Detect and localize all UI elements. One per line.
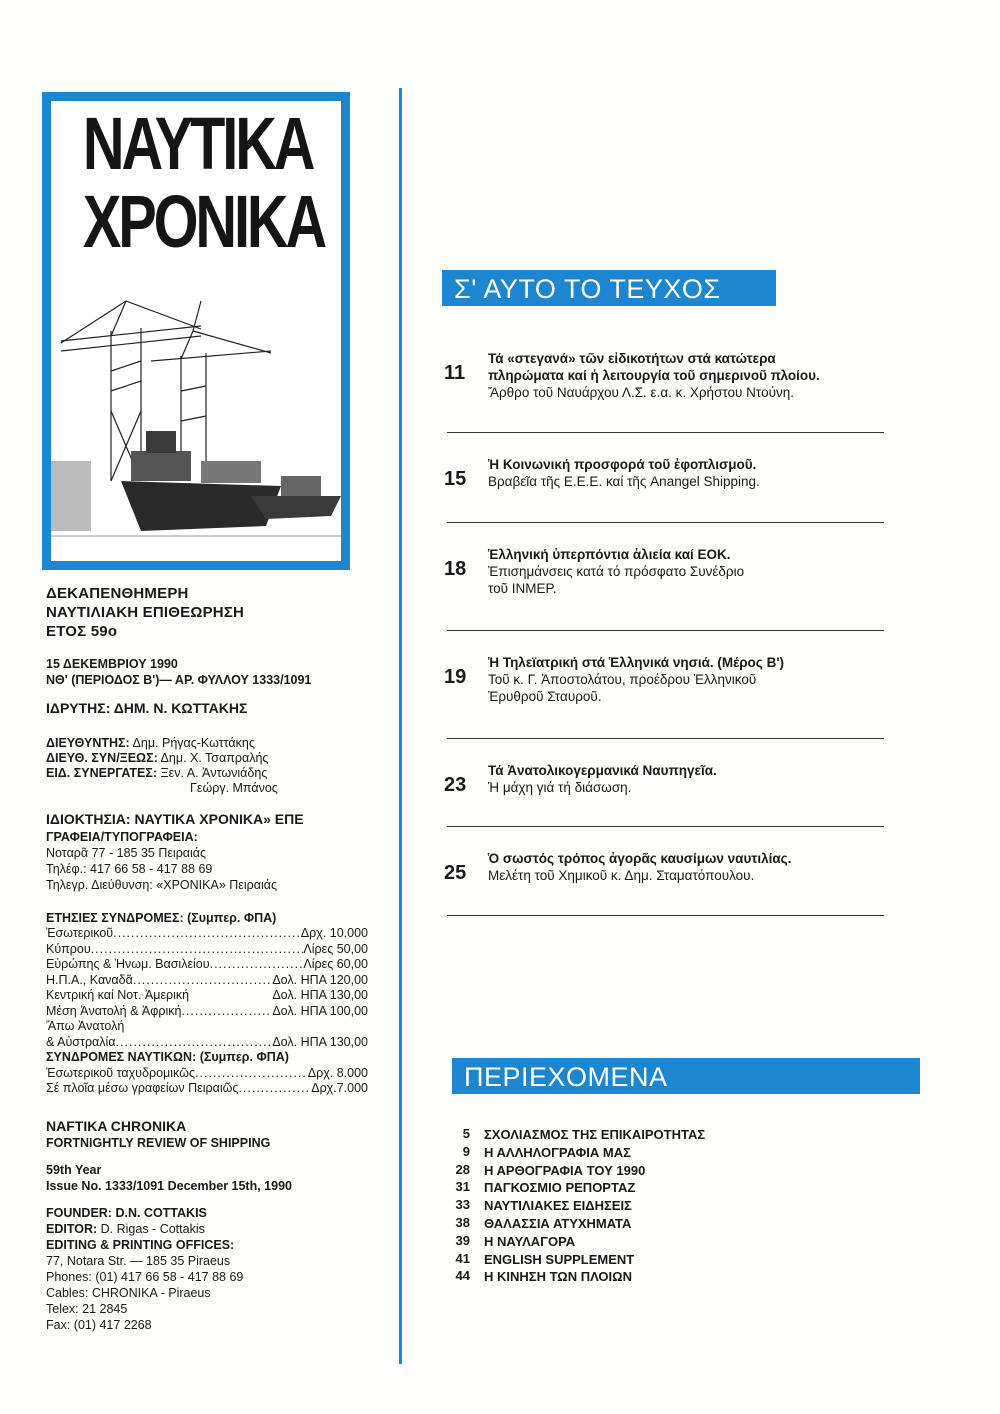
contributors-label: ΕΙΔ. ΣΥΝΕΡΓΑΤΕΣ:	[46, 766, 158, 780]
subscriptions-heading: ΕΤΗΣΙΕΣ ΣΥΝΔΡΟΜΕΣ: (Συμπερ. ΦΠΑ)	[46, 911, 277, 925]
cover-image	[42, 92, 350, 570]
coeditor-line	[46, 750, 268, 766]
article-title-cont: πληρώματα καί ἡ λειτουργία τοῦ σημερινοῦ πλοίου.	[488, 368, 820, 383]
subscription-row: Εὐρώπης & Ἡνωμ. Βασιλείου ..... Λίρες 60,00	[46, 957, 368, 973]
address: Νοταρᾶ 77 - 185 35 Πειραιάς	[46, 846, 207, 860]
coeditor-name: Δημ. Χ. Τσαπραλής	[160, 751, 269, 765]
article-page: 19	[444, 666, 467, 688]
offices-label: ΓΡΑΦΕΙΑ/ΤΥΠΟΓΡΑΦΕΙΑ:	[46, 830, 198, 844]
subscription-row: Κεντρική καί Νοτ. Ἀμερική Δολ. ΗΠΑ 130,00	[46, 988, 368, 1002]
contents-item: 44 Η ΚΙΝΗΣΗ ΤΩΝ ΠΛΟΙΩΝ	[455, 1268, 632, 1285]
in-this-issue-banner: Σ' ΑΥΤΟ ΤΟ ΤΕΥΧΟΣ	[442, 270, 776, 306]
founder: ΙΔΡΥΤΗΣ: ΔΗΜ. Ν. ΚΩΤΤΑΚΗΣ	[46, 700, 248, 716]
english-founder-label: FOUNDER:	[46, 1206, 112, 1220]
cover-title-line2: ΧΡΟΝΙΚΑ	[82, 180, 325, 263]
english-year: 59th Year	[46, 1163, 102, 1177]
nautical-subscriptions-heading: ΣΥΝΔΡΟΜΕΣ ΝΑΥΤΙΚΩΝ: (Συμπερ. ΦΠΑ)	[46, 1050, 289, 1064]
subscription-row: Ἐσωτερικοῦ ..... Δρχ. 10.000	[46, 926, 368, 942]
article-subtitle: Ἡ μάχη γιά τή διάσωση.	[488, 780, 632, 795]
article-title: Ἡ Τηλεϊατρική στά Ἑλληνικά νησιά. (Μέρος Β')	[488, 655, 785, 670]
article-page: 11	[444, 362, 466, 384]
article-title: Ἑλληνική ὑπερπόντια ἁλιεία καί ΕΟΚ.	[488, 547, 731, 562]
nautical-subscription-row: Ἐσωτερικοῦ ταχυδρομικῶς ..... Δρχ. 8.000	[46, 1066, 368, 1082]
article-subtitle: Ἐπισημάνσεις κατά τό πρόσφατο Συνέδριο	[488, 564, 745, 579]
english-phones: Phones: (01) 417 66 58 - 417 88 69	[46, 1270, 244, 1284]
contents-item: 31 ΠΑΓΚΟΣΜΙΟ ΡΕΠΟΡΤΑΖ	[455, 1179, 636, 1196]
article-title: Ἡ Κοινωνική προσφορά τοῦ ἐφοπλισμοῦ.	[488, 457, 757, 472]
english-subtitle: FORTNIGHTLY REVIEW OF SHIPPING	[46, 1136, 271, 1150]
article-rule	[447, 826, 884, 827]
masthead-heading-line2: ΝΑΥΤΙΛΙΑΚΗ ΕΠΙΘΕΩΡΗΣΗ	[46, 604, 245, 621]
article-title: Τά Ἀνατολικογερμανικά Ναυπηγεῖα.	[488, 763, 717, 778]
director-name: Δημ. Ρήγας-Κωττάκης	[132, 736, 255, 750]
masthead-heading-line3: ΕΤΟΣ 59ο	[46, 623, 118, 640]
contents-item: 9 Η ΑΛΛΗΛΟΓΡΑΦΙΑ ΜΑΣ	[462, 1143, 631, 1160]
masthead-heading	[46, 584, 244, 641]
issue-date: 15 ΔΕΚΕΜΒΡΙΟΥ 1990	[46, 657, 178, 671]
article-title: Τά «στεγανά» τῶν εἰδικοτήτων στά κατώτερα	[488, 351, 776, 366]
coeditor-label: ΔΙΕΥΘ. ΣΥΝ/ΞΕΩΣ:	[46, 751, 158, 765]
contributor-1: Ξεν. Α. Ἀντωνιάδης	[160, 766, 268, 780]
subscriptions-list	[46, 926, 368, 1097]
contents-list	[446, 1126, 846, 1286]
article-rule	[447, 522, 884, 523]
director-line	[46, 735, 255, 751]
article-page: 18	[444, 558, 467, 580]
english-founder: D.N. COTTAKIS	[115, 1206, 207, 1220]
subscription-row-far-east: & Αὐστραλία ..... Δολ. ΗΠΑ 130,00	[46, 1035, 368, 1051]
article-rule	[447, 915, 884, 916]
issue-number: ΝΘ' (ΠΕΡΙΟΔΟΣ Β')— ΑΡ. ΦΥΛΛΟΥ 1333/1091	[46, 673, 312, 687]
english-cables: Cables: CHRONIKA - Piraeus	[46, 1286, 211, 1300]
article-subtitle-cont: Ἐρυθροῦ Σταυροῦ.	[488, 689, 602, 704]
contents-item: 5 ΣΧΟΛΙΑΣΜΟΣ ΤΗΣ ΕΠΙΚΑΙΡΟΤΗΤΑΣ	[462, 1126, 706, 1142]
article-subtitle: Τοῦ κ. Γ. Ἀποστολάτου, προέδρου Ἑλληνικοῦ	[488, 672, 757, 687]
english-editor: D. Rigas - Cottakis	[100, 1222, 205, 1236]
subscription-row-far-east-title: Ἄπω Ἀνατολή	[46, 1019, 125, 1033]
phone: Τηλέφ.: 417 66 58 - 417 88 69	[46, 862, 213, 876]
contributor-2: Γεώργ. Μπάνος	[190, 781, 278, 795]
contents-item: 39 Η ΝΑΥΛΑΓΟΡΑ	[455, 1232, 576, 1249]
article-rule	[447, 630, 884, 631]
contents-banner: ΠΕΡΙΕΧΟΜΕΝΑ	[452, 1058, 920, 1094]
cover-port-illustration	[51, 291, 341, 561]
article-title: Ὁ σωστός τρόπος ἀγορᾶς καυσίμων ναυτιλίας.	[488, 851, 792, 866]
nautical-subscription-row: Σέ πλοῖα μέσω γραφείων Πειραιῶς ..... Δρχ.7.000	[46, 1081, 368, 1097]
english-telex: Telex: 21 2845	[46, 1302, 128, 1316]
contributors-line	[46, 765, 267, 781]
cover-title-line1: ΝΑΥΤΙΚΑ	[82, 102, 313, 185]
english-address: 77, Notara Str. — 185 35 Piraeus	[46, 1254, 231, 1268]
owner: ΙΔΙΟΚΤΗΣΙΑ: ΝΑΥΤΙΚΑ ΧΡΟΝΙΚΑ» ΕΠΕ	[46, 811, 304, 827]
subscription-row: Κύπρου ..... Λίρες 50,00	[46, 942, 368, 958]
article-rule	[447, 432, 884, 433]
article-subtitle: Μελέτη τοῦ Χημικοῦ κ. Δημ. Σταματόπουλου.	[488, 868, 755, 883]
english-founder-line	[46, 1205, 207, 1221]
english-offices: EDITING & PRINTING OFFICES:	[46, 1238, 235, 1252]
contents-item: 28 Η ΑΡΘΟΓΡΑΦΙΑ ΤΟΥ 1990	[455, 1161, 646, 1178]
subscription-row: Μέση Ἀνατολή & Ἀφρική ..... Δολ. ΗΠΑ 100,00	[46, 1004, 368, 1020]
article-page: 25	[444, 862, 467, 884]
english-editor-label: EDITOR:	[46, 1222, 98, 1236]
contents-item: 41 ENGLISH SUPPLEMENT	[455, 1250, 635, 1267]
director-label: ΔΙΕΥΘΥΝΤΗΣ:	[46, 736, 130, 750]
contents-item: 33 ΝΑΥΤΙΛΙΑΚΕΣ ΕΙΔΗΣΕΙΣ	[455, 1197, 632, 1214]
article-rule	[447, 738, 884, 739]
masthead-heading-line1: ΔΕΚΑΠΕΝΘΗΜΕΡΗ	[46, 585, 189, 602]
subscription-row: Η.Π.Α., Καναδᾶ ..... Δολ. ΗΠΑ 120,00	[46, 973, 368, 989]
column-divider	[399, 88, 402, 1364]
english-editor-line	[46, 1221, 205, 1237]
article-page: 15	[444, 468, 467, 490]
telegraph: Τηλεγρ. Διεύθυνση: «ΧΡΟΝΙΚΑ» Πειραιάς	[46, 878, 277, 892]
article-subtitle: Βραβεῖα τῆς Ε.Ε.Ε. καί τῆς Anangel Shipping.	[488, 474, 760, 489]
english-fax: Fax: (01) 417 2268	[46, 1318, 152, 1332]
english-issue: Issue No. 1333/1091 December 15th, 1990	[46, 1179, 292, 1193]
contents-item: 38 ΘΑΛΑΣΣΙΑ ΑΤΥΧΗΜΑΤΑ	[455, 1214, 632, 1231]
english-title: NAFTIKA CHRONIKA	[46, 1118, 187, 1134]
article-subtitle-cont: τοῦ INMEP.	[488, 581, 557, 596]
article-page: 23	[444, 774, 467, 796]
article-subtitle: Ἄρθρο τοῦ Ναυάρχου Λ.Σ. ε.α. κ. Χρήστου Ντούνη.	[488, 385, 794, 400]
